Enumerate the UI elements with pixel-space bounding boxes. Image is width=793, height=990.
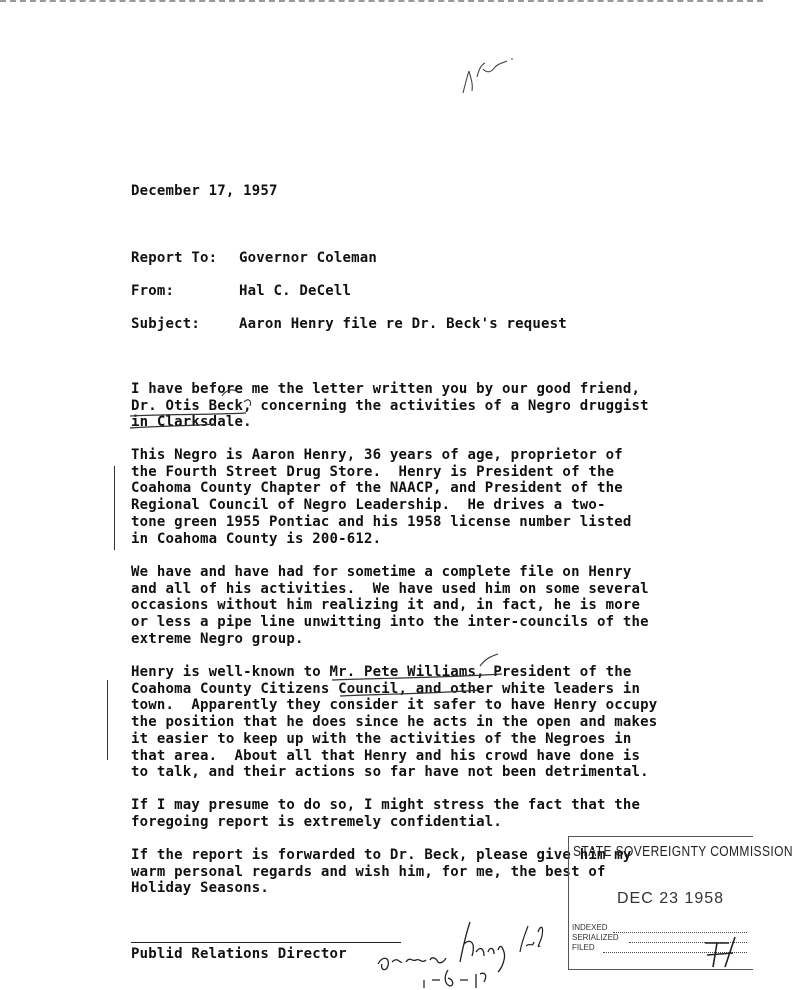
report-to-value: Governor Coleman — [239, 250, 378, 266]
memo-date: December 17, 1957 — [131, 183, 278, 199]
from-value: Hal C. DeCell — [239, 283, 352, 299]
commission-stamp — [568, 836, 793, 970]
handwritten-underline-beck — [128, 388, 278, 433]
body-paragraph-6: If the report is forwarded to Dr. Beck, please give him my warm personal regards and wish him, for me, the best of Holiday Seasons. — [131, 847, 632, 897]
body-paragraph-3: We have and have had for sometime a complete file on Henry and all of his activities. We have used him on some several occasions without him realizing it and, in fact, he is more or less a pipe line unwitting into the inter-councils of the extreme Negro group. — [131, 564, 649, 647]
body-paragraph-4: Henry is well-known to Mr. Pete Williams, President of the Coahoma County Citizens Council, and other white leaders in town. Apparently they consider it safer to have Henry occupy the position that he does since he acts in the open and makes it easier to keep up with the activities of the Negroes in that area. About all that Henry and his crowd have done is to talk, and their actions so far have not been detrimental. — [131, 664, 658, 781]
handwritten-underline-williams — [330, 652, 510, 702]
stamp-serialized-label: SERIALIZED — [572, 933, 619, 942]
body-paragraph-5: If I may presume to do so, I might stress the fact that the foregoing report is extremely confidential. — [131, 797, 641, 830]
margin-mark-paragraph-4 — [107, 680, 108, 760]
subject-label: Subject: — [131, 316, 201, 332]
body-paragraph-2: This Negro is Aaron Henry, 36 years of age, proprietor of the Fourth Street Drug Store. Henry is President of the Coahoma County Chapter of the NAACP, and President of the Regional Council of Negro Leadership. He drives a two- tone green 1955 Pontiac and his 1958 license number listed in Coahoma County is 200-612. — [131, 447, 632, 547]
signature-title: Publid Relations Director — [131, 946, 347, 962]
handwritten-top-note — [455, 55, 525, 100]
subject-value: Aaron Henry file re Dr. Beck's request — [239, 316, 567, 332]
from-label: From: — [131, 283, 175, 299]
stamp-filed-label: FILED — [572, 943, 595, 952]
stamp-title: STATE SOVEREIGNTY COMMISSION — [573, 843, 793, 860]
margin-mark-paragraph-2 — [114, 466, 115, 550]
body-paragraph-1: I have before me the letter written you by our good friend, Dr. Otis Beck, concerning the activities of a Negro druggist in Clarksdale. — [131, 381, 649, 431]
handwritten-signature — [372, 912, 572, 990]
report-to-label: Report To: — [131, 250, 218, 266]
signature-line — [131, 942, 401, 943]
stamp-initials — [699, 933, 749, 969]
stamp-date: DEC 23 1958 — [617, 890, 725, 907]
page-top-edge — [0, 0, 763, 5]
stamp-indexed-label: INDEXED — [572, 923, 608, 932]
